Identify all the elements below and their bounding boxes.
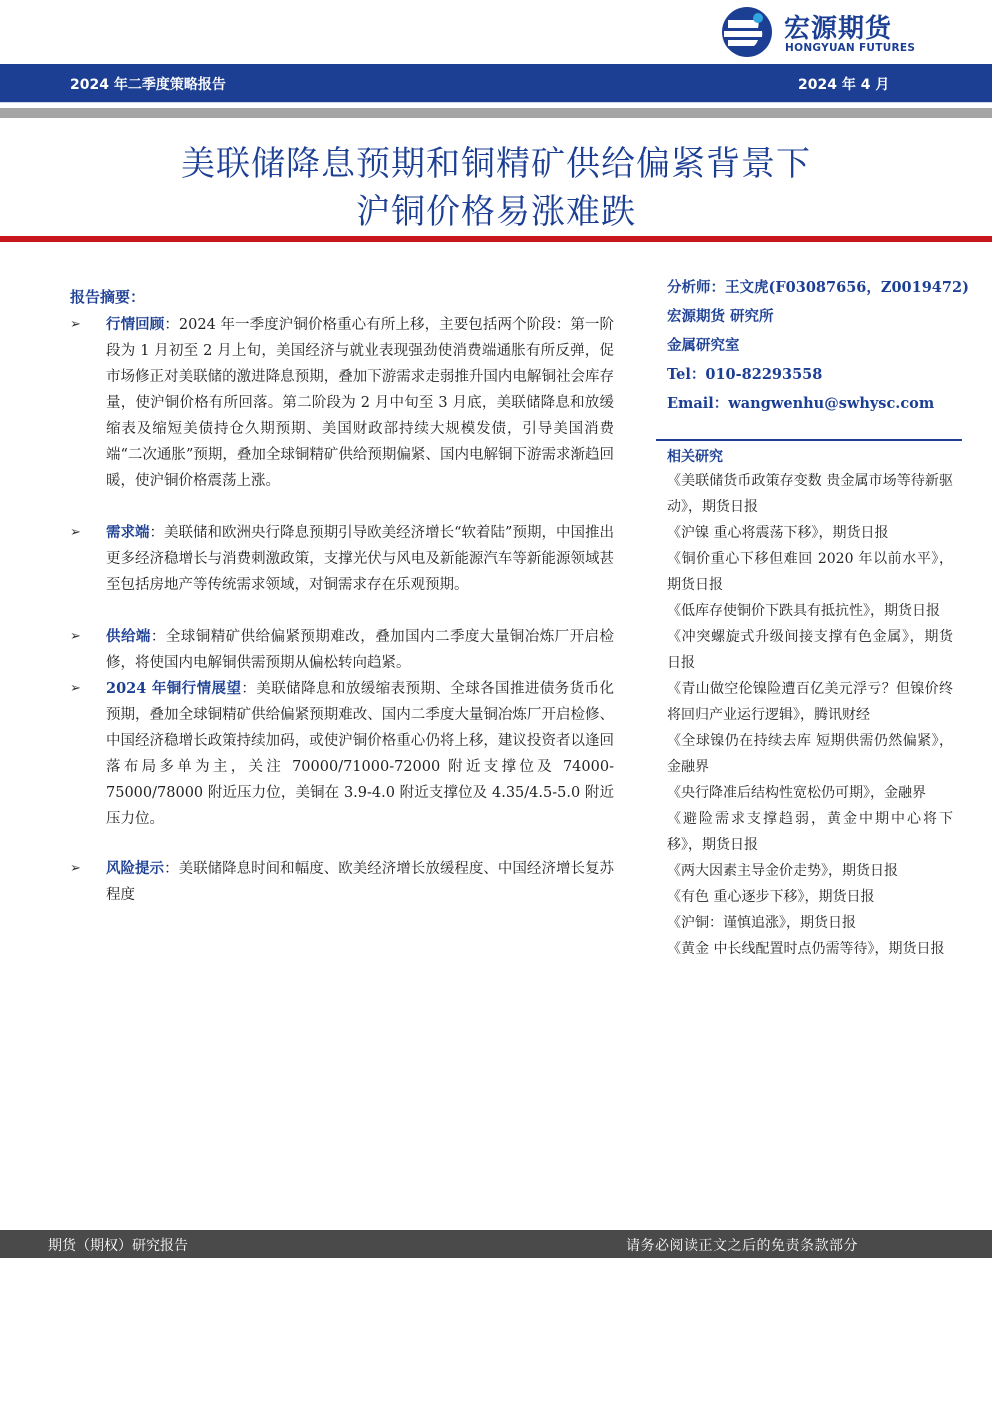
related-item[interactable]: 《美联储货币政策存变数 贵金属市场等待新驱动》，期货日报 bbox=[667, 473, 953, 515]
bullet-arrow-icon: ➢ bbox=[70, 525, 81, 540]
summary-item-supply bbox=[106, 624, 614, 676]
related-item[interactable]: 《沪镍 重心将震荡下移》，期货日报 bbox=[667, 525, 889, 541]
related-item[interactable]: 《有色 重心逐步下移》，期货日报 bbox=[667, 889, 875, 905]
related-item[interactable]: 《冲突螺旋式升级间接支撑有色金属》，期货日报 bbox=[667, 629, 953, 671]
summary-item-text: ：2024 年一季度沪铜价格重心有所上移，主要包括两个阶段：第一阶段为 1 月初至 2 月上旬，美国经济与就业表现强劲使消费端通胀有所反弹，促市场修正对美联储的激进降息预期，叠加下游需求走弱推升国内电解铜社会库存量，使沪铜价格有所回落。第二阶段为 2 月中旬至 3 月底，美联储降息和放缓缩表及缩短美债持仓久期预期、美国财政部持续大规模发债，引导美国消费端“二次通胀”预期，叠加全球铜精矿供给预期偏紧、国内电解铜下游需求渐趋回暖，使沪铜价格震荡上涨。 bbox=[106, 317, 614, 489]
report-date: 2024 年 4 月 bbox=[798, 77, 890, 93]
page-title-line-1: 美联储降息预期和铜精矿供给偏紧背景下 bbox=[181, 144, 811, 184]
analyst-name: 分析师：王文虎(F03087656，Z0019472) bbox=[667, 279, 969, 296]
summary-item-outlook bbox=[106, 676, 614, 832]
summary-item-text: ：美联储降息和放缓缩表预期、全球各国推进债务货币化预期，叠加全球铜精矿供给偏紧预期难改、国内二季度大量铜冶炼厂开启检修、中国经济稳增长政策持续加码，或使沪铜价格重心仍将上移，建议投资者以逢回落布局多单为主，关注 70000/71000-72000 附近支撑位及 74000-75000/78000 附近压力位，美铜在 3.9-4.0 附近支撑位及 4.35/4.5-5.0 附近压力位。 bbox=[106, 681, 615, 827]
related-item[interactable]: 《两大因素主导金价走势》，期货日报 bbox=[667, 863, 898, 879]
bullet-arrow-icon: ➢ bbox=[70, 629, 81, 644]
related-item[interactable]: 《青山做空伦镍险遭百亿美元浮亏？但镍价终将回归产业运行逻辑》，腾讯财经 bbox=[667, 681, 953, 723]
analyst-tel: Tel：010-82293558 bbox=[667, 366, 823, 383]
summary-item-text: ：美联储和欧洲央行降息预期引导欧美经济增长“软着陆”预期，中国推出更多经济稳增长与消费刺激政策，支撑光伏与风电及新能源汽车等新能源领域甚至包括房地产等传统需求领域，对铜需求存在乐观预期。 bbox=[106, 525, 614, 593]
summary-item-head: 2024 年铜行情展望 bbox=[106, 680, 242, 697]
analyst-org: 宏源期货 研究所 bbox=[667, 308, 774, 325]
summary-item-head: 风险提示 bbox=[106, 860, 165, 877]
summary-item-demand bbox=[106, 520, 614, 598]
related-item[interactable]: 《黄金 中长线配置时点仍需等待》，期货日报 bbox=[667, 941, 945, 957]
related-item[interactable]: 《低库存使铜价下跌具有抵抗性》，期货日报 bbox=[667, 603, 940, 619]
hongyuan-logo-icon bbox=[718, 6, 776, 58]
related-item[interactable]: 《央行降准后结构性宽松仍可期》，金融界 bbox=[667, 785, 926, 801]
summary-item-head: 供给端 bbox=[106, 628, 151, 645]
report-type: 2024 年二季度策略报告 bbox=[70, 77, 226, 93]
title-divider bbox=[0, 236, 992, 242]
logo-chinese-name: 宏源期货 bbox=[784, 14, 893, 44]
page-title-line-2: 沪铜价格易涨难跌 bbox=[356, 192, 636, 232]
related-research-list bbox=[667, 468, 953, 962]
bullet-arrow-icon: ➢ bbox=[70, 681, 81, 696]
footer-report-category: 期货（期权）研究报告 bbox=[48, 1238, 188, 1254]
header-divider bbox=[0, 108, 992, 118]
related-item[interactable]: 《沪铜：谨慎追涨》，期货日报 bbox=[667, 915, 856, 931]
logo-english-name: HONGYUAN FUTURES bbox=[785, 42, 916, 54]
summary-item-head: 需求端 bbox=[106, 524, 150, 541]
summary-item-risk bbox=[106, 856, 614, 908]
analyst-dept: 金属研究室 bbox=[667, 337, 740, 354]
analyst-email: Email：wangwenhu@swhysc.com bbox=[667, 395, 935, 412]
company-logo bbox=[718, 4, 948, 60]
related-item[interactable]: 《铜价重心下移但难回 2020 年以前水平》，期货日报 bbox=[667, 551, 953, 593]
summary-item-text: ：全球铜精矿供给偏紧预期难改，叠加国内二季度大量铜冶炼厂开启检修，将使国内电解铜供需预期从偏松转向趋紧。 bbox=[106, 629, 615, 671]
related-item[interactable]: 《避险需求支撑趋弱，黄金中期中心将下移》，期货日报 bbox=[667, 811, 953, 853]
related-item[interactable]: 《全球镍仍在持续去库 短期供需仍然偏紧》，金融界 bbox=[667, 733, 953, 775]
summary-item-market-review bbox=[106, 312, 614, 494]
footer-disclaimer-note: 请务必阅读正文之后的免责条款部分 bbox=[626, 1238, 858, 1254]
summary-item-head: 行情回顾 bbox=[106, 316, 165, 333]
bullet-arrow-icon: ➢ bbox=[70, 317, 81, 332]
related-divider bbox=[656, 439, 962, 441]
summary-item-text: ：美联储降息时间和幅度、欧美经济增长放缓程度、中国经济增长复苏程度 bbox=[106, 861, 615, 903]
bullet-arrow-icon: ➢ bbox=[70, 861, 81, 876]
related-research-label: 相关研究 bbox=[667, 449, 723, 465]
summary-label: 报告摘要： bbox=[70, 288, 146, 306]
